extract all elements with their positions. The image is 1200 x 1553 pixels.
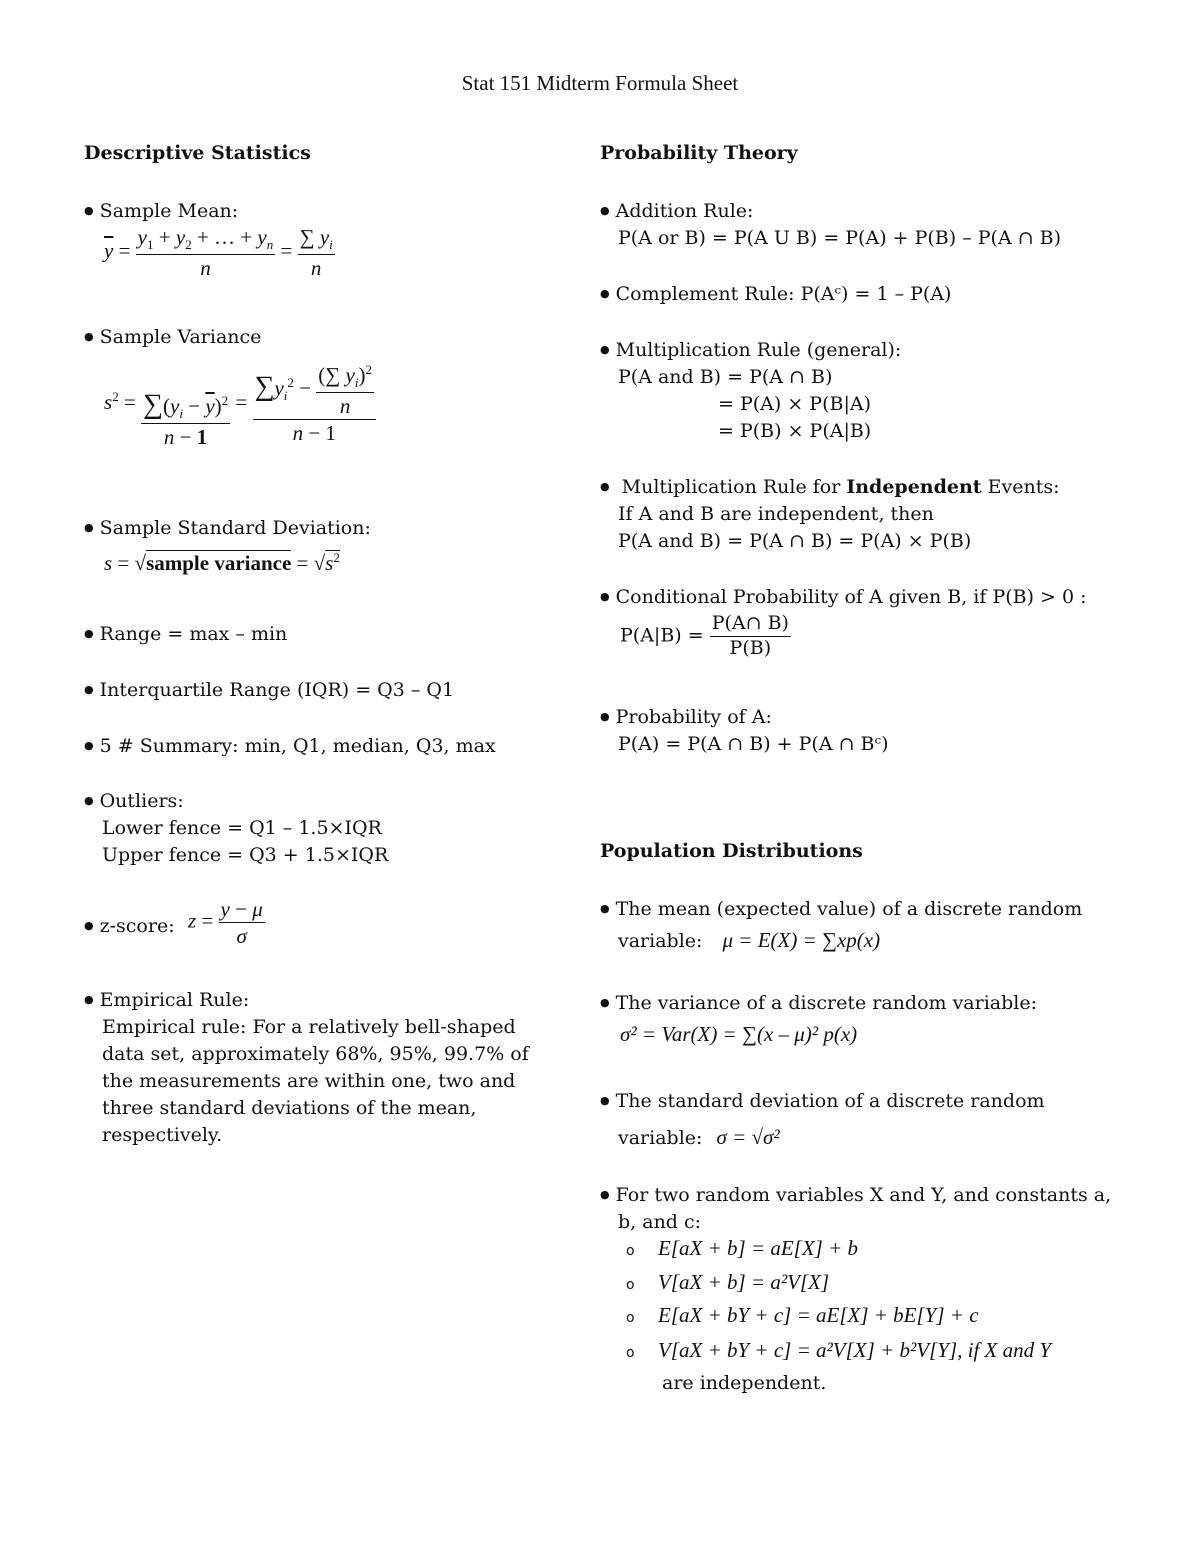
upper-fence-formula: Upper fence = Q3 + 1.5×IQR: [102, 844, 389, 866]
iqr-formula: ● Interquartile Range (IQR) = Q3 – Q1: [84, 677, 454, 706]
cond-denominator: P(B): [729, 636, 772, 659]
sample-mean-formula: $\overline{y}$ = $\frac{y_1 + y_2 + \dots + y_n}{n}$ = $\frac{\sum y_i}{n}$: [104, 225, 333, 280]
rule-text: E[aX + bY + c] = aE[X] + bE[Y] + c: [658, 1303, 979, 1327]
sd-rv-formula: σ = √σ²: [716, 1125, 780, 1149]
multiplication-line-1: P(A and B) = P(A ∩ B): [618, 366, 833, 388]
empirical-rule-text: Empirical rule: For a relatively bell-shaped data set, approximately 68%, 95%, 99.7% of the measurements are within one, two and three standard deviations of the mean, respectively.: [102, 1016, 529, 1146]
sample-variance-label: ● Sample Variance: [84, 324, 261, 353]
independent-line-1: If A and B are independent, then: [618, 503, 934, 525]
rule-variance-sum-tail: are independent.: [662, 1372, 827, 1394]
cond-numerator: P(A∩ B): [710, 614, 791, 637]
mean-rv-line-1: ● The mean (expected value) of a discrete random: [600, 896, 1082, 925]
zscore-label: ● z-score:: [84, 913, 175, 942]
section-heading-probability: Probability Theory: [600, 142, 798, 164]
multiplication-line-3: = P(B) × P(A|B): [718, 420, 872, 442]
addition-rule-formula: P(A or B) = P(A U B) = P(A) + P(B) – P(A ∩ B): [618, 227, 1062, 249]
rule-variance-linear: [626, 1270, 829, 1295]
rule-text: V[aX + bY + c] = a²V[X] + b²V[Y], if X and Y: [658, 1338, 1052, 1362]
sd-rv-line-2: [618, 1124, 780, 1152]
probability-of-a-formula: P(A) = P(A ∩ B) + P(A ∩ Bᶜ): [618, 733, 889, 755]
sd-rv-variable-word: variable:: [618, 1127, 703, 1149]
sample-mean-label: ● Sample Mean:: [84, 198, 238, 227]
page-title: Stat 151 Midterm Formula Sheet: [461, 71, 739, 95]
sample-variance-term: sample variance: [146, 551, 292, 575]
rule-expectation-sum: [626, 1303, 979, 1328]
sample-sd-label: ● Sample Standard Deviation:: [84, 515, 371, 544]
outliers-label: ● Outliers:: [84, 788, 184, 817]
mean-rv-formula: μ = E(X) = ∑xp(x): [722, 928, 881, 952]
multiplication-rule-label: ● Multiplication Rule (general):: [600, 337, 901, 366]
probability-of-a-label: ● Probability of A:: [600, 704, 772, 733]
mean-rv-line-2: [618, 927, 880, 955]
range-formula: ● Range = max – min: [84, 621, 287, 650]
hollow-bullet-icon: o: [626, 1243, 635, 1259]
addition-rule-label: ● Addition Rule:: [600, 198, 753, 227]
section-heading-descriptive: Descriptive Statistics: [84, 142, 311, 164]
sd-rv-line-1: ● The standard deviation of a discrete random: [600, 1088, 1045, 1117]
section-heading-population: Population Distributions: [600, 840, 863, 862]
empirical-rule-label: ● Empirical Rule:: [84, 987, 249, 1016]
five-number-summary: ● 5 # Summary: min, Q1, median, Q3, max: [84, 733, 496, 762]
conditional-probability-formula: [620, 614, 791, 659]
complement-rule: ● Complement Rule: P(Aᶜ) = 1 – P(A): [600, 281, 951, 310]
rule-text: V[aX + b] = a²V[X]: [658, 1270, 830, 1294]
rule-text: E[aX + b] = aE[X] + b: [658, 1236, 859, 1260]
two-rv-line-2: b, and c:: [618, 1211, 702, 1233]
lower-fence-formula: Lower fence = Q1 – 1.5×IQR: [102, 817, 382, 839]
two-rv-line-1: ● For two random variables X and Y, and constants a,: [600, 1182, 1111, 1211]
variance-rv-formula: σ² = Var(X) = ∑(x – μ)² p(x): [620, 1022, 858, 1046]
independent-rule-label: [600, 474, 1060, 503]
independent-prefix: Multiplication Rule for: [621, 476, 841, 498]
independent-suffix: Events:: [987, 476, 1060, 498]
multiplication-line-2: = P(A) × P(B|A): [718, 393, 871, 415]
sample-variance-formula: $s^2$ = $\frac{\sum(y_i - \overline{y})^2}{n - 1}$ = $\sum y_i^2$ − $\frac{(\sum y_i)^2}{n}$ n − 1: [104, 360, 376, 448]
variance-rv-label: ● The variance of a discrete random variable:: [600, 990, 1037, 1019]
hollow-bullet-icon: o: [626, 1310, 635, 1326]
conditional-probability-label: ● Conditional Probability of A given B, if P(B) > 0 :: [600, 584, 1087, 613]
sample-sd-formula: s = √sample variance = $√s^2$: [104, 550, 340, 575]
independent-line-2: P(A and B) = P(A ∩ B) = P(A) × P(B): [618, 530, 972, 552]
independent-bold: Independent: [846, 476, 982, 498]
mean-rv-variable-word: variable:: [618, 930, 703, 952]
cond-lhs: P(A|B) =: [620, 624, 704, 647]
hollow-bullet-icon: o: [626, 1277, 635, 1293]
rule-variance-sum: [626, 1338, 1051, 1363]
hollow-bullet-icon: o: [626, 1345, 635, 1361]
rule-expectation-linear: [626, 1236, 858, 1261]
zscore-formula: z = $\frac{y - \mu}{\sigma}$: [188, 897, 263, 949]
